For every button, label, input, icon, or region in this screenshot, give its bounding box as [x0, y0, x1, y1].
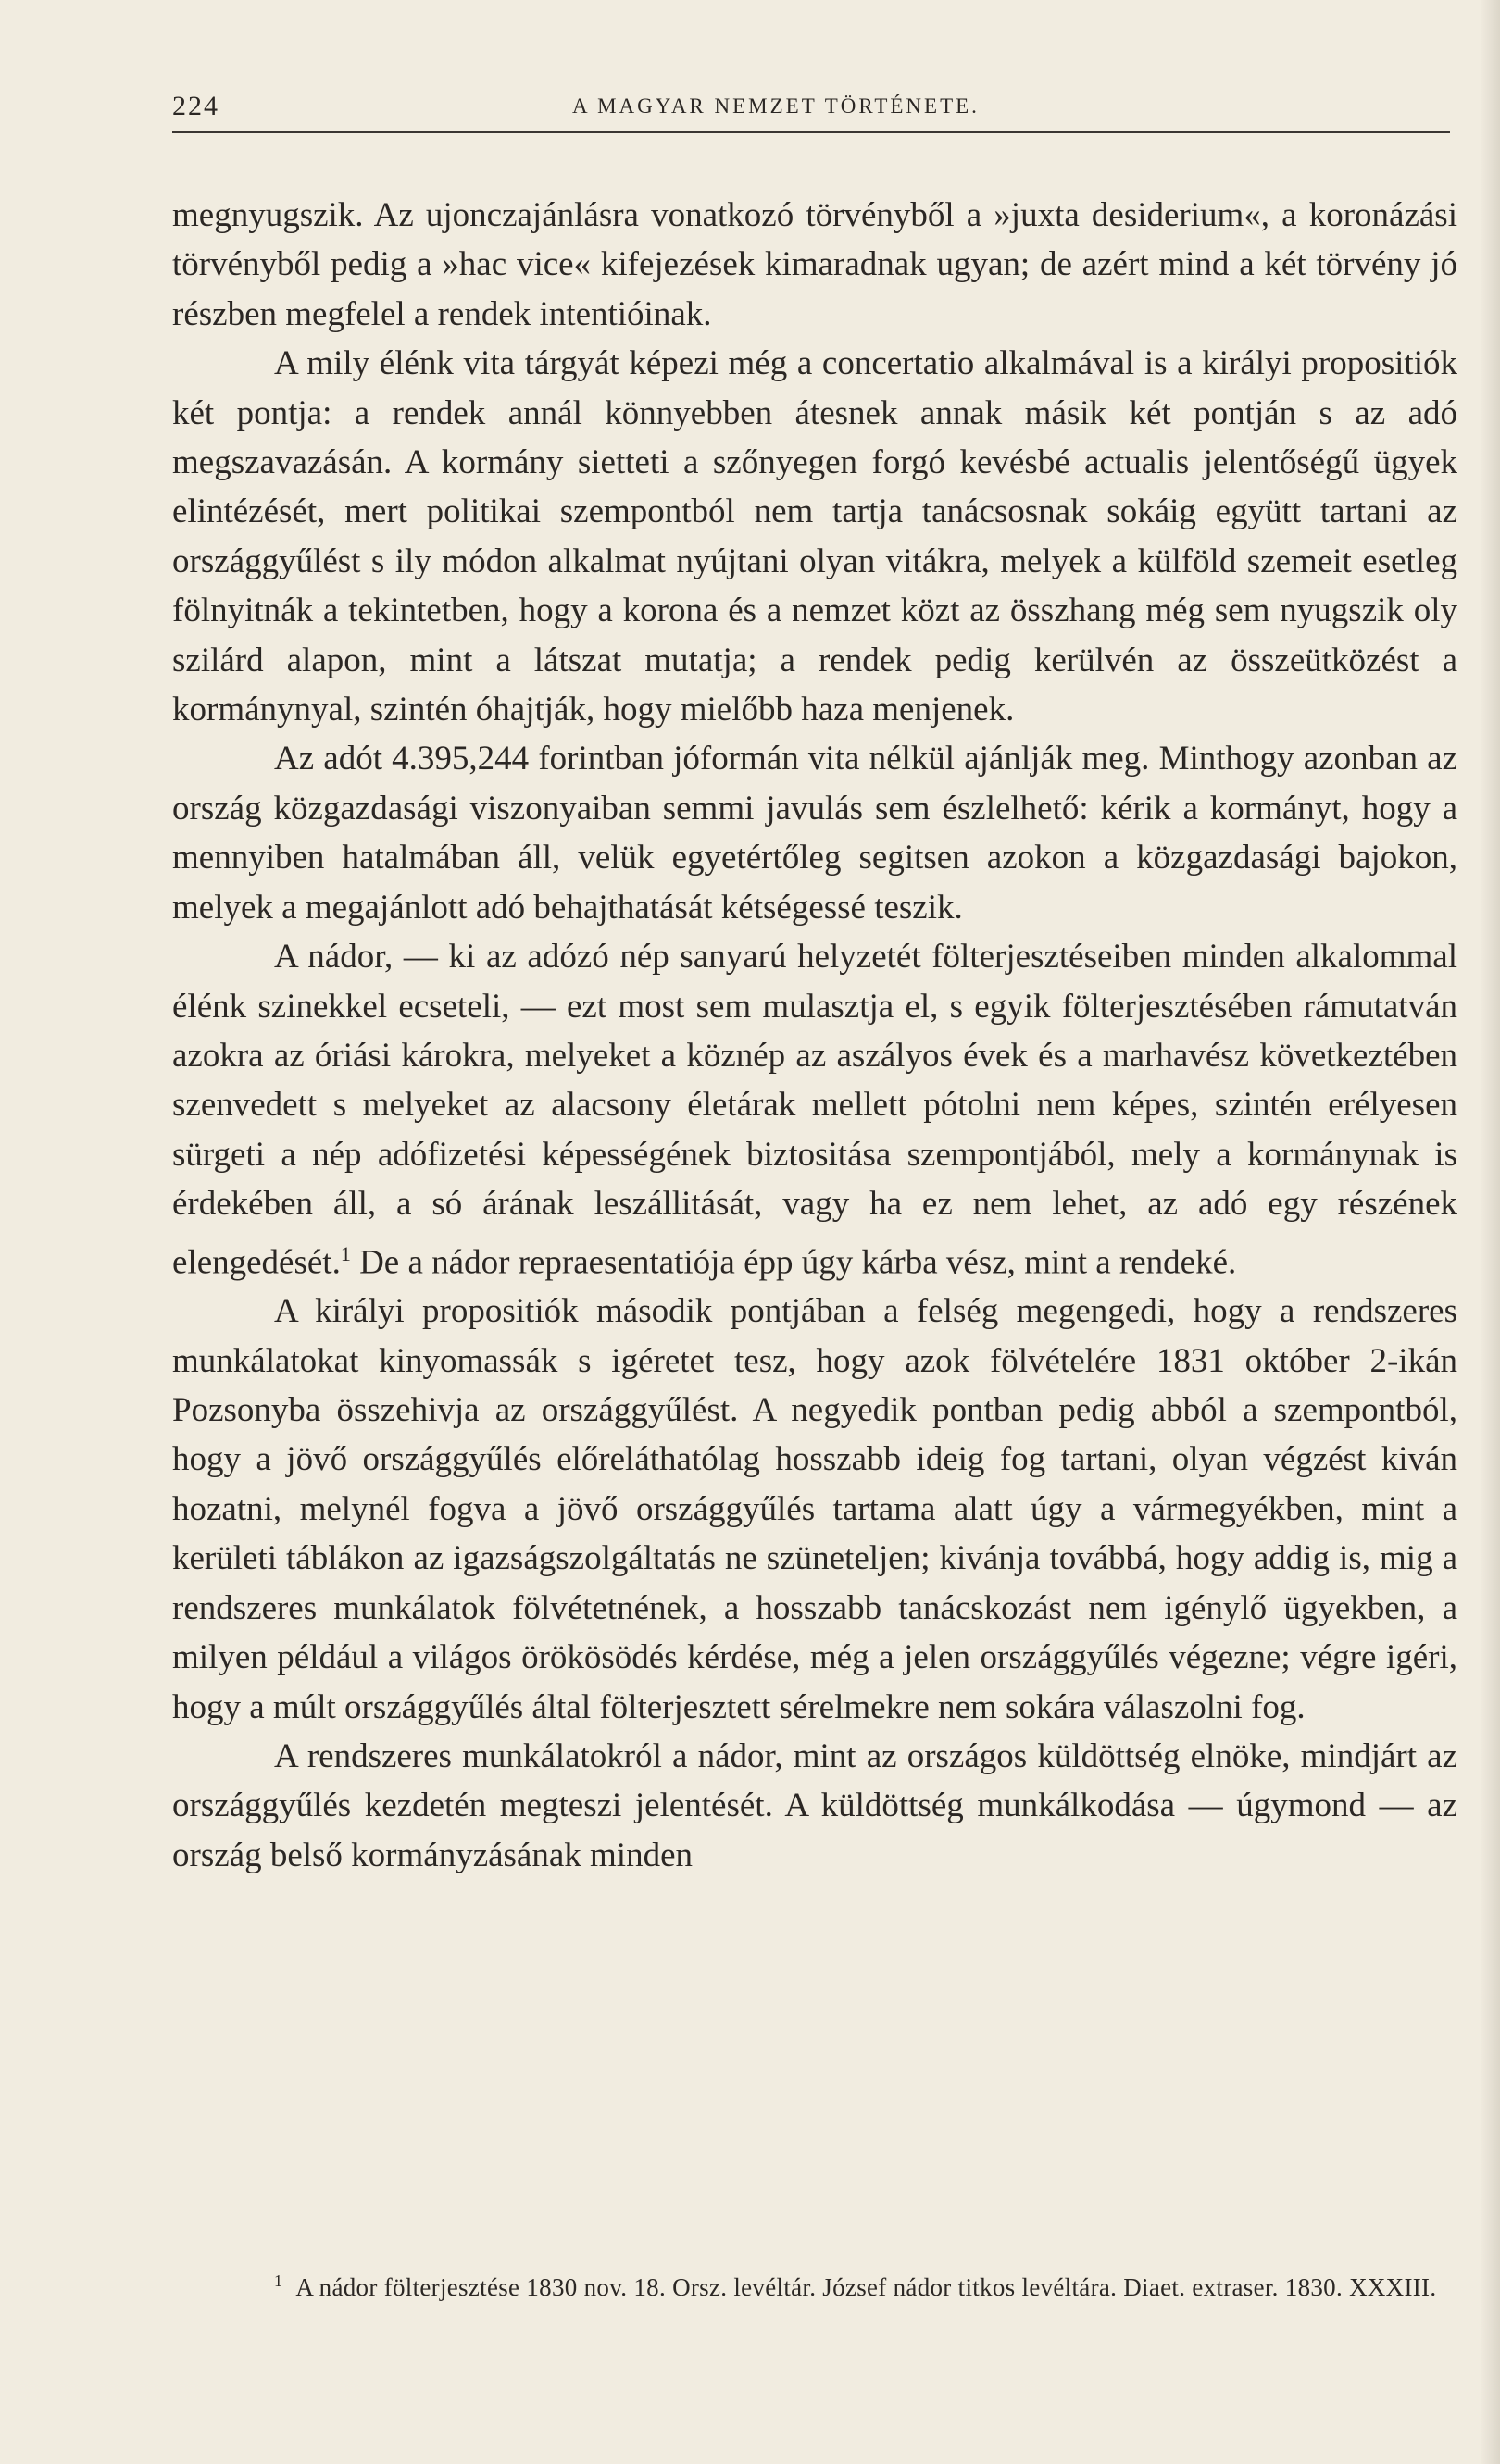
- paragraph-5: A királyi propositiók második pontjában a felség megengedi, hogy a rendszeres munkálatokat kinyomassák s igéretet tesz, hogy azok fölvételére 1831 október 2-ikán Pozsonyba összehivja az országgyűlést. A negyedik pontban pedig abból a szempontból, hogy a jövő országgyűlés előreláthatólag hosszabb ideig fog tartani, olyan végzést kiván hozatni, melynél fogva a jövő országgyűlés tartama alatt úgy a vármegyékben, mint a kerületi táblákon az igazságszolgáltatás ne szüneteljen; kivánja továbbá, hogy addig is, mig a rendszeres munkálatok fölvétetnének, a hosszabb tanácskozást nem igénylő ügyekben, a milyen például a világos örökösödés kérdése, még a jelen országgyűlés végezne; végre igéri, hogy a múlt országgyűlés által fölterjesztett sérelmekre nem sokára válaszolni fog.: [172, 1292, 1457, 1726]
- footnote-marker: 1: [274, 2271, 283, 2290]
- paragraph-4-end: De a nádor repraesentatiója épp úgy kárba vész, mint a rendeké.: [359, 1242, 1237, 1281]
- running-title: A MAGYAR NEMZET TÖRTÉNETE.: [572, 94, 980, 118]
- paragraph-4: [172, 932, 1457, 1287]
- page-number: 224: [172, 91, 219, 121]
- paragraph-2: A mily élénk vita tárgyát képezi még a concertatio alkalmával is a királyi propositiók két pontja: a rendek annál könnyebben átesnek annak másik két pontján s az adó megszavazásán. A kormány sietteti a szőnyegen forgó kevésbé actualis jelentőségű ügyek elintézését, mert politikai szempontból nem tartja tanácsosnak sokáig együtt tartani az országgyűlést s ily módon alkalmat nyújtani olyan vitákra, melyek a külföld szemeit esetleg fölnyitnák a tekintetben, hogy a korona és a nemzet közt az összhang még sem nyugszik oly szilárd alapon, mint a látszat mutatja; a rendek pedig kerülvén az összeütközést a kormánynyal, szintén óhajtják, hogy mielőbb haza menjenek.: [172, 344, 1457, 729]
- footnotes: [172, 2259, 1457, 2310]
- page-edge-shadow: [1480, 0, 1500, 2464]
- footnote-text: A nádor fölterjesztése 1830 nov. 18. Orsz. levéltár. József nádor titkos levéltára. Diaet. extraser. 1830. XXXIII.: [295, 2273, 1437, 2301]
- footnote-reference: 1: [340, 1241, 351, 1265]
- paragraph-1: megnyugszik. Az ujonczajánlásra vonatkozó törvényből a »juxta desiderium«, a koronázási törvényből pedig a »hac vice« kifejezések kimaradnak ugyan; de azért mind a két törvény jó részben megfelel a rendek intentióinak.: [172, 196, 1457, 333]
- paragraph-6: A rendszeres munkálatokról a nádor, mint az országos küldöttség elnöke, mindjárt az országgyűlés kezdetén megteszi jelentését. A küldöttség munkálkodása — úgymond — az ország belső kormányzásának minden: [172, 1736, 1457, 1874]
- paragraph-3: Az adót 4.395,244 forintban jóformán vita nélkül ajánlják meg. Minthogy azonban az ország közgazdasági viszonyaiban semmi javulás sem észlelhető: kérik a kormányt, hogy a mennyiben hatalmában áll, velük egyetértőleg segitsen azokon a közgazdasági bajokon, melyek a megajánlott adó behajthatását kétségessé teszik.: [172, 740, 1457, 927]
- page-header: [172, 91, 1450, 133]
- body-text: [172, 191, 1457, 1880]
- paragraph-4-text: A nádor, — ki az adózó nép sanyarú helyzetét fölterjesztéseiben minden alkalommal élénk szinekkel ecseteli, — ezt most sem mulasztja el, s egyik fölterjesztésében rámutatván azokra az óriási károkra, melyeket a köznép az aszályos évek és a marhavész következtében szenvedett s melyeket az alacsony életárak mellett pótolni nem képes, szintén erélyesen sürgeti a nép adófizetési képességének biztositása szempontjából, mely a kormánynak is érdekében áll, a só árának leszállitását, vagy ha ez nem lehet, az adó egy részének elengedését.: [172, 938, 1457, 1281]
- footnote-1: [172, 2259, 1457, 2310]
